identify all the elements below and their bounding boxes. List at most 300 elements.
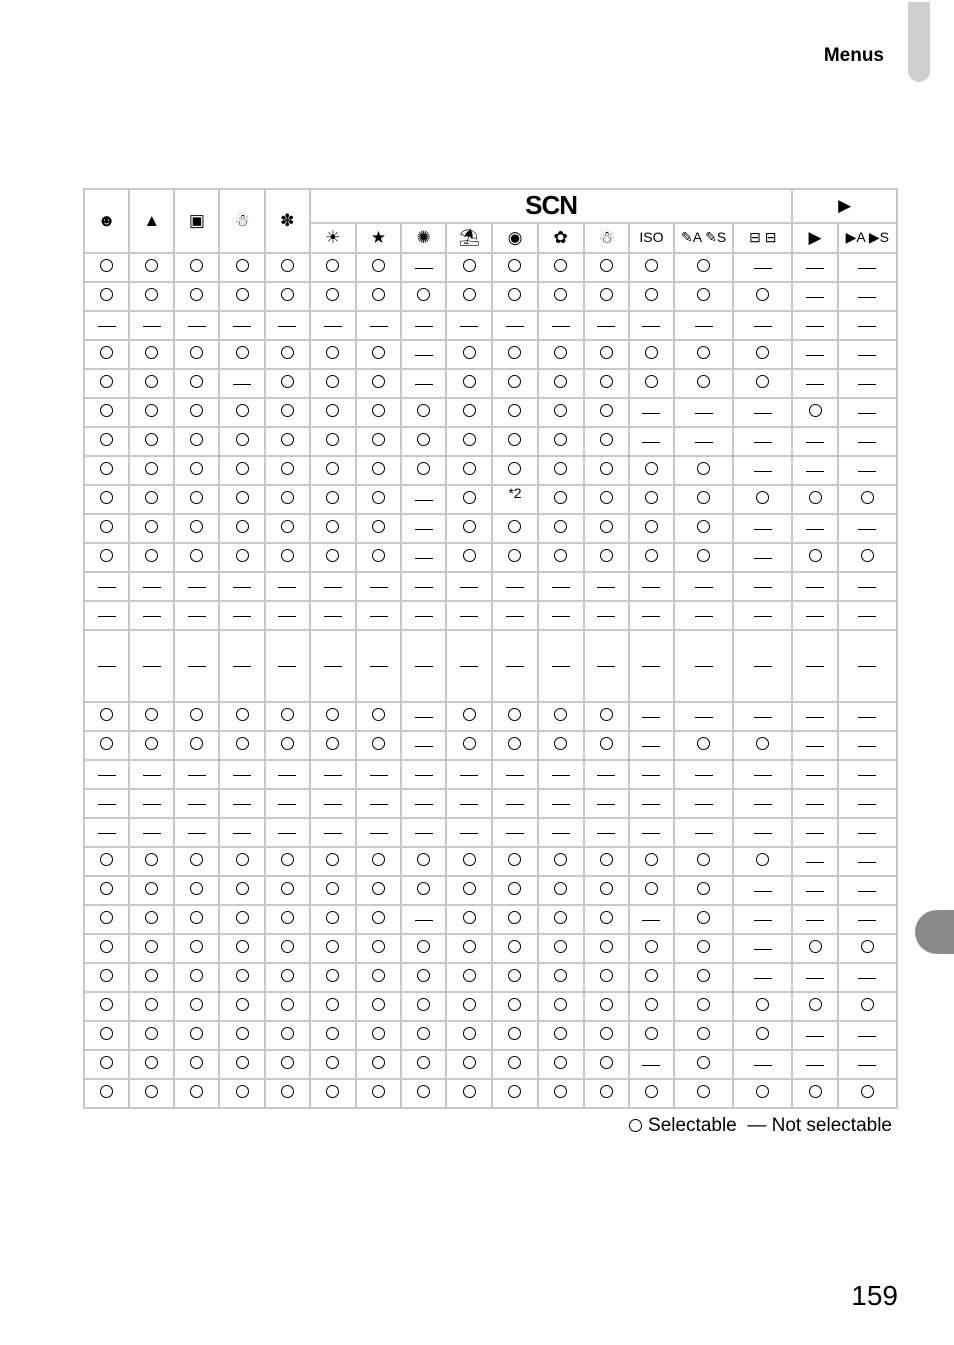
selectable-mark <box>100 375 113 388</box>
selectable-mark <box>600 708 613 721</box>
table-cell <box>629 876 674 905</box>
table-cell <box>265 630 310 702</box>
selectable-mark <box>508 288 521 301</box>
selectable-mark <box>281 998 294 1011</box>
table-cell <box>492 1079 537 1108</box>
table-cell <box>356 905 401 934</box>
table-cell <box>492 731 537 760</box>
selectable-mark <box>809 940 822 953</box>
table-cell <box>629 572 674 601</box>
table-cell <box>492 398 537 427</box>
not-selectable-mark <box>806 471 824 472</box>
selectable-mark <box>372 520 385 533</box>
table-cell <box>629 789 674 818</box>
table-cell <box>129 398 174 427</box>
table-cell <box>792 934 837 963</box>
selectable-mark <box>463 998 476 1011</box>
selectable-mark <box>600 462 613 475</box>
selectable-mark <box>463 1056 476 1069</box>
table-cell <box>174 1050 219 1079</box>
not-selectable-mark <box>858 471 876 472</box>
selectable-mark <box>236 737 249 750</box>
selectable-mark <box>554 1085 567 1098</box>
not-selectable-mark <box>858 1036 876 1037</box>
selectable-mark <box>326 911 339 924</box>
table-cell <box>538 818 584 847</box>
table-cell <box>674 847 733 876</box>
not-selectable-mark <box>143 587 161 588</box>
selectable-mark <box>463 737 476 750</box>
table-cell <box>674 543 733 572</box>
table-cell <box>733 572 792 601</box>
table-cell <box>674 253 733 282</box>
table-cell <box>492 369 537 398</box>
not-selectable-mark <box>324 326 342 327</box>
table-cell <box>733 963 792 992</box>
table-row <box>84 702 897 731</box>
selectable-mark <box>463 462 476 475</box>
table-cell <box>310 789 356 818</box>
selectable-mark <box>281 1056 294 1069</box>
table-cell <box>356 818 401 847</box>
table-cell <box>401 340 446 369</box>
not-selectable-mark <box>552 587 570 588</box>
not-selectable-mark <box>858 804 876 805</box>
selectable-mark <box>645 940 658 953</box>
selectable-mark <box>861 491 874 504</box>
table-cell <box>310 601 356 630</box>
not-selectable-mark <box>370 616 388 617</box>
table-row <box>84 934 897 963</box>
not-selectable-mark <box>754 1065 772 1066</box>
selectable-mark <box>508 462 521 475</box>
table-cell <box>84 311 129 340</box>
table-cell <box>838 543 897 572</box>
not-selectable-mark <box>754 978 772 979</box>
table-cell <box>674 963 733 992</box>
table-cell <box>733 398 792 427</box>
selectable-mark <box>697 998 710 1011</box>
not-selectable-mark <box>98 775 116 776</box>
table-cell <box>174 572 219 601</box>
selectable-mark <box>697 853 710 866</box>
selectable-mark <box>145 549 158 562</box>
table-cell <box>538 485 584 514</box>
selectable-mark <box>100 549 113 562</box>
selectable-mark <box>190 1027 203 1040</box>
selectable-mark <box>190 1056 203 1069</box>
table-cell <box>265 456 310 485</box>
table-cell <box>401 572 446 601</box>
table-cell <box>401 702 446 731</box>
table-cell <box>174 601 219 630</box>
table-row <box>84 876 897 905</box>
table-cell <box>219 369 264 398</box>
table-cell <box>174 731 219 760</box>
table-cell <box>174 369 219 398</box>
selectable-mark <box>100 911 113 924</box>
indoor-icon: ✽ <box>280 211 295 230</box>
table-cell <box>838 1050 897 1079</box>
table-cell <box>84 702 129 731</box>
selectable-mark <box>756 853 769 866</box>
selectable-mark <box>463 433 476 446</box>
selectable-mark <box>100 1027 113 1040</box>
table-cell <box>792 543 837 572</box>
selectable-mark <box>190 520 203 533</box>
selectable-mark <box>809 998 822 1011</box>
table-cell <box>492 282 537 311</box>
not-selectable-mark <box>806 442 824 443</box>
selectable-mark <box>508 737 521 750</box>
table-cell <box>219 760 264 789</box>
table-cell <box>356 1079 401 1108</box>
not-selectable-mark <box>278 804 296 805</box>
not-selectable-mark <box>806 746 824 747</box>
table-cell <box>538 963 584 992</box>
table-cell <box>838 789 897 818</box>
scn-label: SCN <box>525 190 578 221</box>
table-cell <box>356 543 401 572</box>
not-selectable-mark <box>233 587 251 588</box>
selectable-mark <box>372 259 385 272</box>
table-row <box>84 731 897 760</box>
selectable-mark <box>554 969 567 982</box>
table-cell <box>356 427 401 456</box>
not-selectable-mark <box>597 616 615 617</box>
section-title: Menus <box>823 45 884 66</box>
table-cell <box>265 369 310 398</box>
not-selectable-mark <box>754 558 772 559</box>
table-cell <box>584 963 629 992</box>
table-cell <box>310 731 356 760</box>
not-selectable-mark <box>233 775 251 776</box>
table-cell <box>792 876 837 905</box>
selectable-mark <box>145 708 158 721</box>
table-cell <box>401 876 446 905</box>
selectable-mark <box>554 1056 567 1069</box>
table-cell <box>446 760 492 789</box>
selectable-mark <box>236 998 249 1011</box>
table-cell <box>356 572 401 601</box>
table-cell <box>174 311 219 340</box>
table-cell <box>446 1021 492 1050</box>
selectable-mark <box>281 404 294 417</box>
table-cell <box>174 1079 219 1108</box>
not-selectable-mark <box>858 920 876 921</box>
not-selectable-mark <box>98 587 116 588</box>
table-cell <box>401 427 446 456</box>
table-cell <box>265 847 310 876</box>
table-cell <box>446 934 492 963</box>
table-cell <box>310 514 356 543</box>
not-selectable-mark <box>324 775 342 776</box>
not-selectable-mark <box>806 717 824 718</box>
footnote-mark: *2 <box>508 485 522 501</box>
not-selectable-mark <box>754 413 772 414</box>
table-cell <box>219 253 264 282</box>
selectable-mark <box>756 346 769 359</box>
table-cell <box>401 485 446 514</box>
table-cell <box>674 485 733 514</box>
selectable-mark <box>372 462 385 475</box>
selectable-mark <box>463 491 476 504</box>
selectable-mark <box>281 708 294 721</box>
selectable-mark <box>100 882 113 895</box>
table-cell <box>838 1021 897 1050</box>
selectable-mark <box>100 1056 113 1069</box>
selectable-mark <box>861 998 874 1011</box>
not-selectable-mark <box>188 616 206 617</box>
not-selectable-mark <box>506 833 524 834</box>
not-selectable-mark <box>695 442 713 443</box>
table-cell <box>733 731 792 760</box>
not-selectable-mark <box>806 587 824 588</box>
not-selectable-mark <box>370 587 388 588</box>
table-cell <box>265 1021 310 1050</box>
table-cell <box>792 253 837 282</box>
table-cell <box>446 369 492 398</box>
table-row <box>84 398 897 427</box>
table-cell <box>584 702 629 731</box>
selectable-mark <box>281 911 294 924</box>
table-cell <box>629 847 674 876</box>
table-cell <box>538 311 584 340</box>
table-cell <box>84 340 129 369</box>
table-cell <box>674 630 733 702</box>
selectable-mark <box>417 1056 430 1069</box>
table-cell <box>584 847 629 876</box>
table-cell <box>356 485 401 514</box>
table-cell <box>401 601 446 630</box>
table-cell <box>84 427 129 456</box>
table-cell <box>792 1050 837 1079</box>
selectable-mark <box>326 346 339 359</box>
selectable-mark <box>326 940 339 953</box>
selectable-mark <box>645 491 658 504</box>
table-cell <box>733 369 792 398</box>
not-selectable-mark <box>858 775 876 776</box>
table-cell <box>129 369 174 398</box>
table-cell <box>733 456 792 485</box>
not-selectable-mark <box>415 384 433 385</box>
selectable-mark <box>600 491 613 504</box>
table-cell <box>584 572 629 601</box>
table-cell <box>84 485 129 514</box>
selectable-mark <box>100 969 113 982</box>
table-cell <box>629 543 674 572</box>
table-cell <box>219 847 264 876</box>
table-cell <box>838 847 897 876</box>
not-selectable-mark <box>143 666 161 667</box>
table-cell <box>84 760 129 789</box>
selectable-mark <box>756 737 769 750</box>
selectable-mark <box>236 853 249 866</box>
selectable-mark <box>372 433 385 446</box>
table-cell <box>733 340 792 369</box>
not-selectable-mark <box>370 833 388 834</box>
table-cell <box>84 253 129 282</box>
landscape-icon: ▲ <box>143 211 161 230</box>
selectable-mark <box>100 998 113 1011</box>
not-selectable-mark <box>858 297 876 298</box>
table-cell <box>174 760 219 789</box>
selectable-mark <box>463 520 476 533</box>
table-cell <box>129 1021 174 1050</box>
table-cell <box>674 601 733 630</box>
table-cell <box>674 905 733 934</box>
table-cell <box>446 398 492 427</box>
table-cell <box>492 427 537 456</box>
table-cell <box>356 934 401 963</box>
table-cell <box>129 963 174 992</box>
not-selectable-mark <box>858 413 876 414</box>
selectable-mark <box>190 853 203 866</box>
table-cell <box>356 760 401 789</box>
table-cell <box>84 543 129 572</box>
table-cell <box>129 485 174 514</box>
not-selectable-mark <box>370 775 388 776</box>
not-selectable-mark <box>806 1065 824 1066</box>
table-cell <box>492 760 537 789</box>
table-cell <box>584 992 629 1021</box>
selectable-mark <box>645 998 658 1011</box>
selectable-mark <box>600 1085 613 1098</box>
table-cell <box>838 398 897 427</box>
not-selectable-mark <box>278 666 296 667</box>
not-selectable-mark <box>278 587 296 588</box>
selectable-mark <box>600 375 613 388</box>
table-cell <box>792 847 837 876</box>
selectable-mark <box>326 969 339 982</box>
selectable-mark <box>809 1085 822 1098</box>
selectable-mark <box>190 259 203 272</box>
selectable-mark <box>600 853 613 866</box>
table-cell <box>401 934 446 963</box>
selectable-mark <box>145 911 158 924</box>
table-cell <box>584 1050 629 1079</box>
table-cell <box>310 992 356 1021</box>
table-cell <box>538 427 584 456</box>
selectable-mark <box>326 259 339 272</box>
table-cell <box>629 485 674 514</box>
not-selectable-mark <box>858 442 876 443</box>
selectable-mark <box>190 491 203 504</box>
selectable-mark <box>145 433 158 446</box>
table-cell <box>674 1050 733 1079</box>
not-selectable-mark <box>415 804 433 805</box>
table-cell <box>401 992 446 1021</box>
not-selectable-mark <box>98 833 116 834</box>
selectable-mark <box>697 259 710 272</box>
selectable-mark <box>190 549 203 562</box>
table-cell <box>265 282 310 311</box>
not-selectable-mark <box>506 804 524 805</box>
table-cell <box>310 1079 356 1108</box>
selectable-mark <box>145 1085 158 1098</box>
selectable-mark <box>326 404 339 417</box>
selectable-mark <box>281 433 294 446</box>
not-selectable-mark <box>858 978 876 979</box>
not-selectable-mark <box>552 326 570 327</box>
not-selectable-mark <box>370 666 388 667</box>
selectable-mark <box>145 462 158 475</box>
selectable-mark <box>645 462 658 475</box>
table-cell <box>838 456 897 485</box>
table-cell <box>446 905 492 934</box>
table-cell <box>446 456 492 485</box>
selectable-mark <box>145 346 158 359</box>
selectable-mark <box>600 549 613 562</box>
table-cell <box>584 818 629 847</box>
table-cell <box>792 630 837 702</box>
selectable-mark <box>326 708 339 721</box>
table-cell <box>584 253 629 282</box>
table-cell <box>219 456 264 485</box>
table-cell <box>792 485 837 514</box>
table-cell <box>629 963 674 992</box>
table-cell <box>492 543 537 572</box>
selectable-mark <box>861 1085 874 1098</box>
table-cell <box>584 398 629 427</box>
table-cell <box>129 702 174 731</box>
table-cell <box>129 543 174 572</box>
table-cell <box>310 456 356 485</box>
table-cell <box>356 1050 401 1079</box>
table-cell <box>310 630 356 702</box>
table-cell <box>584 630 629 702</box>
fireworks-icon: ✺ <box>416 227 431 247</box>
table-cell <box>492 702 537 731</box>
selectable-mark <box>554 737 567 750</box>
selectable-mark <box>372 1085 385 1098</box>
table-cell <box>538 1079 584 1108</box>
selectable-mark <box>600 737 613 750</box>
table-cell <box>310 572 356 601</box>
not-selectable-mark <box>754 920 772 921</box>
table-cell <box>84 282 129 311</box>
table-cell <box>401 543 446 572</box>
not-selectable-mark <box>642 775 660 776</box>
not-selectable-mark <box>415 268 433 269</box>
table-cell <box>129 992 174 1021</box>
selectable-mark <box>508 433 521 446</box>
table-cell <box>838 934 897 963</box>
selectable-mark <box>697 491 710 504</box>
table-row <box>84 572 897 601</box>
selectable-mark <box>554 404 567 417</box>
selectable-mark <box>508 940 521 953</box>
selectable-mark <box>326 549 339 562</box>
table-cell <box>674 731 733 760</box>
table-cell <box>733 847 792 876</box>
selectable-mark <box>417 1085 430 1098</box>
not-selectable-mark <box>695 326 713 327</box>
selectable-mark <box>417 882 430 895</box>
table-cell <box>84 1079 129 1108</box>
table-cell <box>356 601 401 630</box>
not-selectable-mark <box>415 920 433 921</box>
table-cell <box>129 731 174 760</box>
selectable-mark <box>809 491 822 504</box>
table-cell <box>629 311 674 340</box>
table-cell <box>629 731 674 760</box>
selectable-mark <box>417 462 430 475</box>
selectable-mark <box>372 708 385 721</box>
selectable-mark <box>236 259 249 272</box>
table-cell <box>356 731 401 760</box>
table-row <box>84 818 897 847</box>
